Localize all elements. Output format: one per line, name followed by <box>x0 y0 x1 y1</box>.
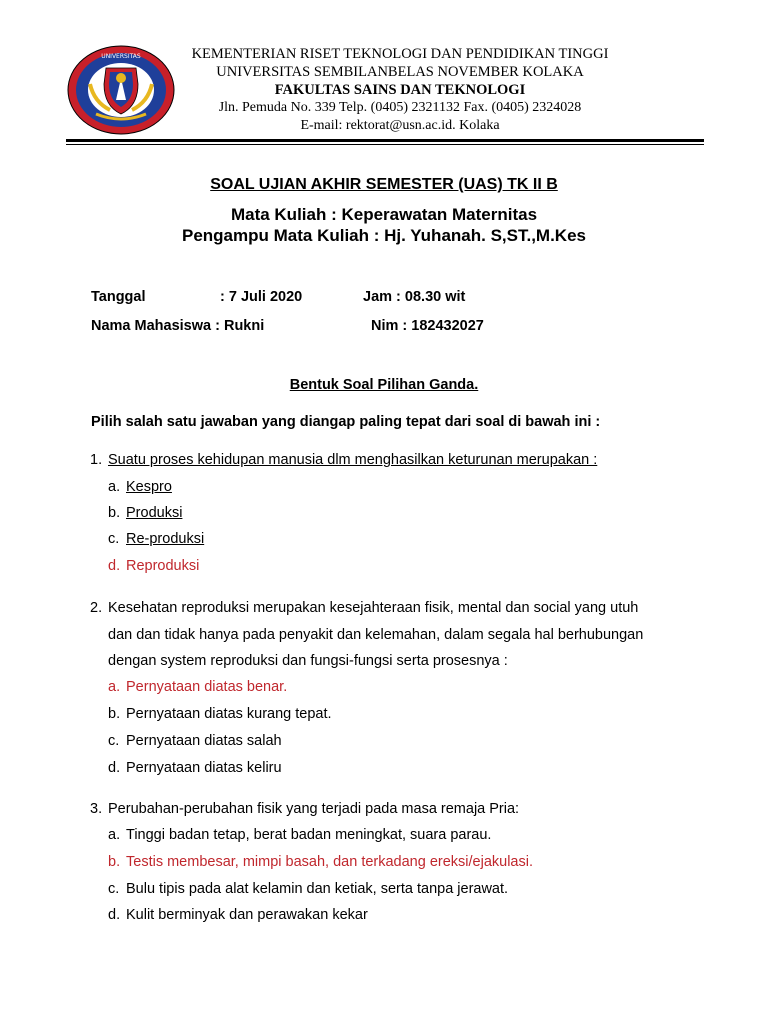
q3-option-a-letter: a. <box>108 827 121 843</box>
header-divider-thin <box>66 144 704 145</box>
q2-option-b: Pernyataan diatas kurang tepat. <box>126 706 332 722</box>
student-nim: Nim : 182432027 <box>371 318 484 334</box>
student-name: Nama Mahasiswa : Rukni <box>91 318 265 334</box>
header-divider-thick <box>66 139 704 142</box>
svg-text:UNIVERSITAS: UNIVERSITAS <box>101 53 141 60</box>
question-2-text-line-2: dan dan tidak hanya pada penyakit dan kelemahan, dalam segala hal berhubungan <box>108 627 644 643</box>
q1-option-a-letter: a. <box>108 479 121 495</box>
q2-option-a-answer: Pernyataan diatas benar. <box>126 679 288 695</box>
header-faculty: FAKULTAS SAINS DAN TEKNOLOGI <box>274 82 526 98</box>
question-2-text-line-1: Kesehatan reproduksi merupakan kesejahteraan fisik, mental dan social yang utuh <box>108 600 639 616</box>
q2-option-a-letter: a. <box>108 679 121 695</box>
q1-option-c-letter: c. <box>108 531 120 547</box>
q1-option-d-letter: d. <box>108 558 121 574</box>
q2-option-b-letter: b. <box>108 706 121 722</box>
question-1-text: Suatu proses kehidupan manusia dlm menghasilkan keturunan merupakan : <box>108 452 598 468</box>
header-email: E-mail: rektorat@usn.ac.id. Kolaka <box>300 118 500 133</box>
q1-option-c: Re-produksi <box>126 531 205 547</box>
course-name: Mata Kuliah : Keperawatan Maternitas <box>230 205 538 224</box>
question-2-text-line-3: dengan system reproduksi dan fungsi-fungsi serta prosesnya : <box>108 653 508 669</box>
q3-option-b-answer: Testis membesar, mimpi basah, dan terkadang ereksi/ejakulasi. <box>126 854 533 870</box>
date-label: Tanggal <box>91 289 146 305</box>
q3-option-a: Tinggi badan tetap, berat badan meningkat, suara parau. <box>126 827 492 843</box>
section-title: Bentuk Soal Pilihan Ganda. <box>289 377 479 393</box>
lecturer-name: Pengampu Mata Kuliah : Hj. Yuhanah. S,ST.,M.Kes <box>182 226 586 245</box>
exam-time: Jam : 08.30 wit <box>363 289 466 305</box>
header-address: Jln. Pemuda No. 339 Telp. (0405) 2321132 Fax. (0405) 2324028 <box>218 100 582 115</box>
header-university: UNIVERSITAS SEMBILANBELAS NOVEMBER KOLAKA <box>216 64 584 80</box>
instruction: Pilih salah satu jawaban yang diangap paling tepat dari soal di bawah ini : <box>91 414 601 430</box>
question-2-number: 2. <box>90 600 103 616</box>
q2-option-c: Pernyataan diatas salah <box>126 733 282 749</box>
question-1-number: 1. <box>90 452 103 468</box>
q1-option-b-letter: b. <box>108 505 121 521</box>
q1-option-b: Produksi <box>126 505 183 521</box>
q1-option-a: Kespro <box>126 479 172 495</box>
q2-option-d: Pernyataan diatas keliru <box>126 760 282 776</box>
q2-option-d-letter: d. <box>108 760 121 776</box>
q1-option-d-answer: Reproduksi <box>126 558 200 574</box>
exam-title: SOAL UJIAN AKHIR SEMESTER (UAS) TK II B <box>210 176 558 193</box>
q2-option-c-letter: c. <box>108 733 120 749</box>
q3-option-b-letter: b. <box>108 854 121 870</box>
date-value: : 7 Juli 2020 <box>220 289 303 305</box>
header-ministry: KEMENTERIAN RISET TEKNOLOGI DAN PENDIDIKAN TINGGI <box>191 46 609 62</box>
q3-option-c: Bulu tipis pada alat kelamin dan ketiak, serta tanpa jerawat. <box>126 881 509 897</box>
q3-option-c-letter: c. <box>108 881 120 897</box>
q3-option-d: Kulit berminyak dan perawakan kekar <box>126 907 368 923</box>
q3-option-d-letter: d. <box>108 907 121 923</box>
question-3-text: Perubahan-perubahan fisik yang terjadi pada masa remaja Pria: <box>108 801 520 817</box>
question-3-number: 3. <box>90 801 103 817</box>
